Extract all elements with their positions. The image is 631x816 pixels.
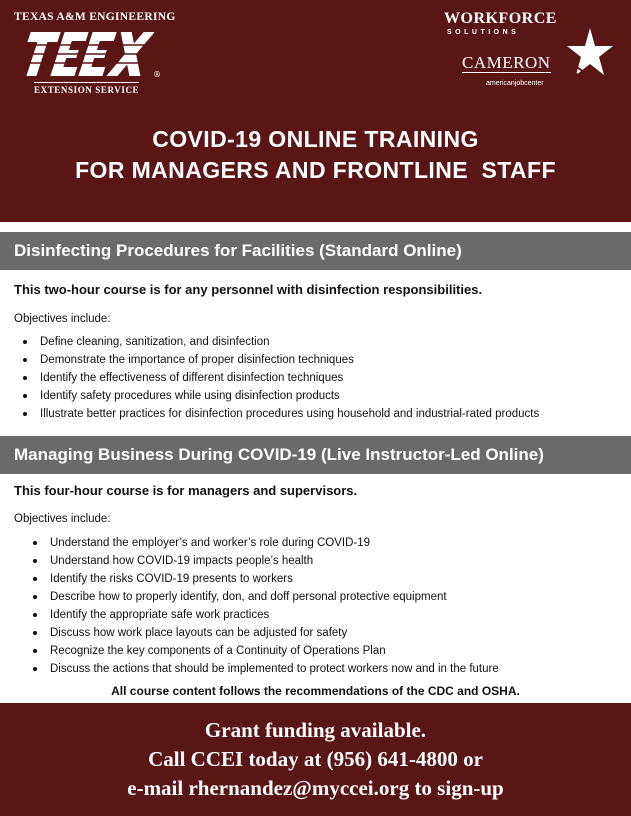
- footer-line-1: Grant funding available.: [204, 718, 427, 742]
- list-item: Discuss the actions that should be implemented to protect workers now and in the future: [50, 660, 499, 678]
- bullet-icon: [23, 394, 27, 398]
- workforce-title: WORKFORCE: [444, 10, 557, 27]
- list-item: Understand how COVID-19 impacts people’s health: [50, 552, 499, 570]
- section-1-objectives-label: Objectives include:: [14, 313, 111, 325]
- bullet-icon: [23, 412, 27, 416]
- footer-line-2: Call CCEI today at (956) 641-4800 or: [148, 747, 483, 771]
- teex-bottom-text: EXTENSION SERVICE: [34, 82, 139, 95]
- bullet-icon: [33, 595, 37, 599]
- title-line-2: FOR MANAGERS AND FRONTLINE STAFF: [75, 157, 556, 183]
- list-item: Describe how to properly identify, don, and doff personal protective equipment: [50, 588, 499, 606]
- section-1-heading: Disinfecting Procedures for Facilities (Standard Online): [0, 232, 631, 270]
- title-line-1: COVID-19 ONLINE TRAINING: [152, 126, 479, 152]
- section-2-intro: This four-hour course is for managers and supervisors.: [14, 483, 358, 498]
- bullet-icon: [33, 577, 37, 581]
- list-item: Identify the effectiveness of different disinfection techniques: [40, 369, 539, 387]
- bullet-icon: [33, 559, 37, 563]
- bullet-icon: [33, 649, 37, 653]
- bullet-icon: [23, 376, 27, 380]
- star-icon: [562, 26, 614, 78]
- teex-mark-icon: [16, 28, 164, 82]
- list-item: Discuss how work place layouts can be adjusted for safety: [50, 624, 499, 642]
- section-2-heading: Managing Business During COVID-19 (Live Instructor-Led Online): [0, 436, 631, 474]
- section-2-objectives-list: [50, 534, 499, 678]
- teex-logo: [14, 10, 176, 98]
- list-item: Understand the employer’s and worker’s role during COVID-19: [50, 534, 499, 552]
- header-banner: [0, 0, 631, 222]
- footer-banner: [0, 703, 631, 816]
- teex-top-text: TEXAS A&M ENGINEERING: [14, 11, 176, 23]
- list-item: Recognize the key components of a Continuity of Operations Plan: [50, 642, 499, 660]
- bullet-icon: [33, 667, 37, 671]
- bullet-icon: [33, 541, 37, 545]
- list-item: Identify the risks COVID-19 presents to workers: [50, 570, 499, 588]
- list-item: Define cleaning, sanitization, and disinfection: [40, 333, 539, 351]
- footer-line-3: e-mail rhernandez@myccei.org to sign-up: [127, 776, 504, 800]
- list-item: Illustrate better practices for disinfection procedures using household and industrial-rated products: [40, 405, 539, 423]
- bullet-icon: [33, 631, 37, 635]
- bullet-icon: [23, 358, 27, 362]
- cdc-osha-note: All course content follows the recommendations of the CDC and OSHA.: [111, 684, 520, 698]
- workforce-solutions-logo: [444, 10, 616, 98]
- section-2-objectives-label: Objectives include:: [14, 513, 111, 525]
- cameron-text: CAMERON: [462, 53, 551, 72]
- page-title: [0, 124, 631, 186]
- list-item: Demonstrate the importance of proper disinfection techniques: [40, 351, 539, 369]
- section-1-objectives-list: [40, 333, 539, 423]
- workforce-subtitle: SOLUTIONS: [447, 29, 520, 36]
- bullet-icon: [33, 613, 37, 617]
- section-1-intro: This two-hour course is for any personnel with disinfection responsibilities.: [14, 282, 483, 297]
- list-item: Identify safety procedures while using disinfection products: [40, 387, 539, 405]
- list-item: Identify the appropriate safe work practices: [50, 606, 499, 624]
- bullet-icon: [23, 340, 27, 344]
- american-job-center-text: americanjobcenter: [486, 80, 544, 87]
- registered-mark: ®: [153, 70, 161, 79]
